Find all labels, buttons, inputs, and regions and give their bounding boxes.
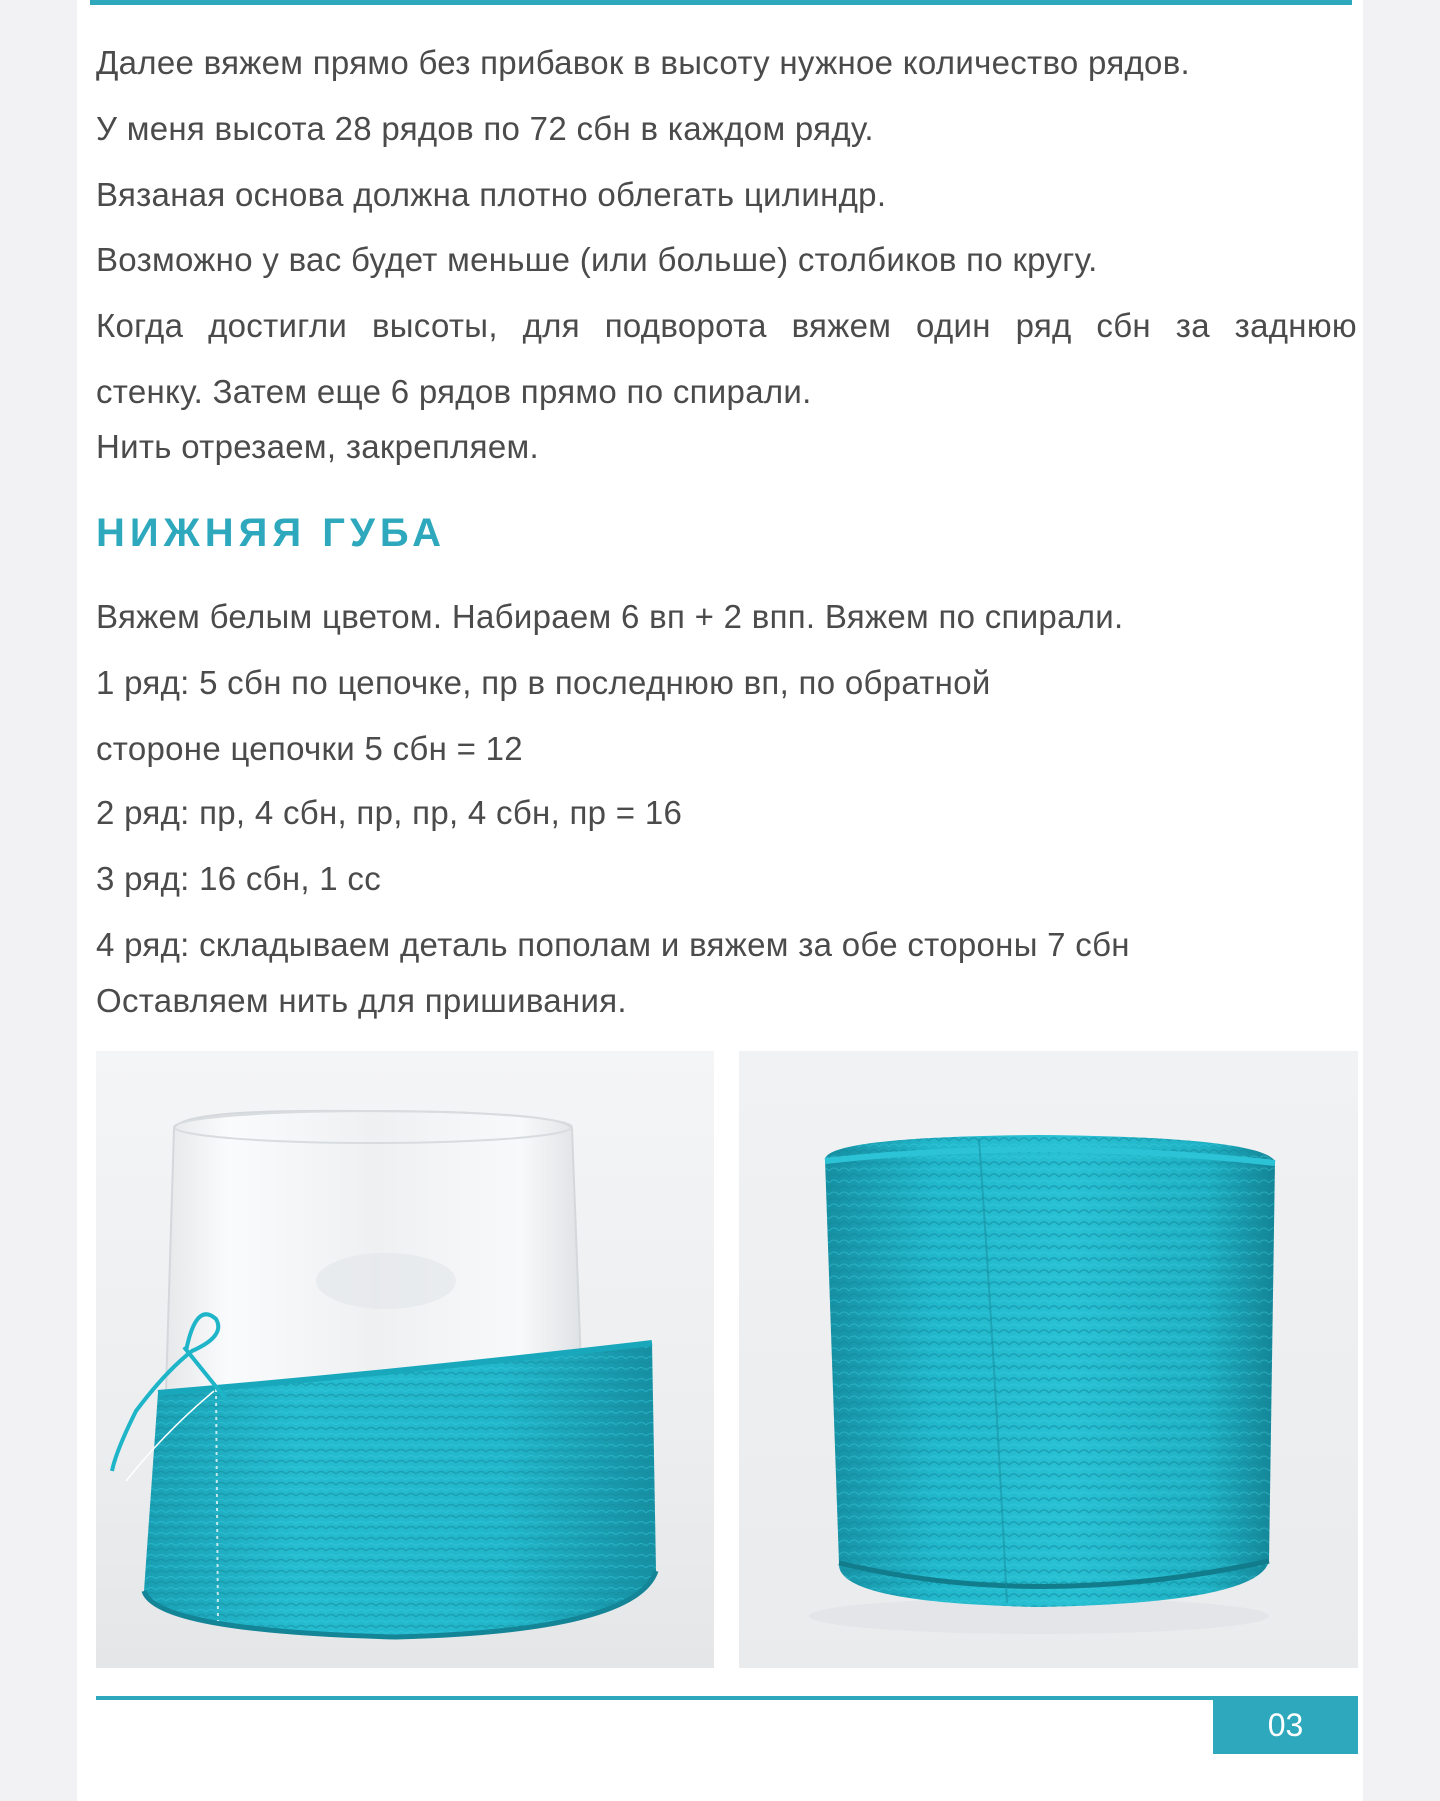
photo-knit-on-glass	[96, 1051, 714, 1668]
section-title: НИЖНЯЯ ГУБА	[96, 511, 446, 555]
word: ряд	[1015, 307, 1072, 344]
document-page	[77, 0, 1363, 1801]
intro-line: Далее вяжем прямо без прибавок в высоту нужное количество рядов.	[96, 44, 1191, 81]
instruction-line: 1 ряд: 5 сбн по цепочке, пр в последнюю вп, по обратной	[96, 664, 991, 701]
instruction-line: Вяжем белым цветом. Набираем 6 вп + 2 впп. Вяжем по спирали.	[96, 598, 1124, 635]
word: Когда	[96, 307, 184, 344]
instruction-line: 4 ряд: складываем деталь пополам и вяжем за обе стороны 7 сбн	[96, 926, 1130, 963]
intro-line: Возможно у вас будет меньше (или больше) столбиков по кругу.	[96, 241, 1098, 278]
word: заднюю	[1234, 307, 1357, 344]
intro-justified-line	[96, 307, 1357, 345]
instruction-line: 2 ряд: пр, 4 сбн, пр, пр, 4 сбн, пр = 16	[96, 794, 683, 831]
word: один	[916, 307, 991, 344]
bottom-divider	[96, 1696, 1358, 1700]
page-number-badge: 03	[1213, 1696, 1358, 1754]
top-divider	[90, 0, 1352, 5]
instruction-line: Оставляем нить для пришивания.	[96, 982, 627, 1019]
intro-line: стенку. Затем еще 6 рядов прямо по спирали.	[96, 373, 812, 410]
glass-with-knit-illustration	[96, 1051, 714, 1668]
intro-line: Нить отрезаем, закрепляем.	[96, 428, 539, 465]
photo-knit-cylinder	[739, 1051, 1358, 1668]
intro-line: Вязаная основа должна плотно облегать цилиндр.	[96, 176, 887, 213]
instruction-line: 3 ряд: 16 сбн, 1 сс	[96, 860, 382, 897]
word: подворота	[604, 307, 767, 344]
word: высоты,	[371, 307, 498, 344]
knit-cylinder-illustration	[739, 1051, 1358, 1668]
word: вяжем	[791, 307, 892, 344]
word: за	[1175, 307, 1210, 344]
word: сбн	[1096, 307, 1151, 344]
instruction-line: стороне цепочки 5 сбн = 12	[96, 730, 523, 767]
intro-line: У меня высота 28 рядов по 72 сбн в каждом ряду.	[96, 110, 874, 147]
word: достигли	[208, 307, 348, 344]
word: для	[522, 307, 580, 344]
